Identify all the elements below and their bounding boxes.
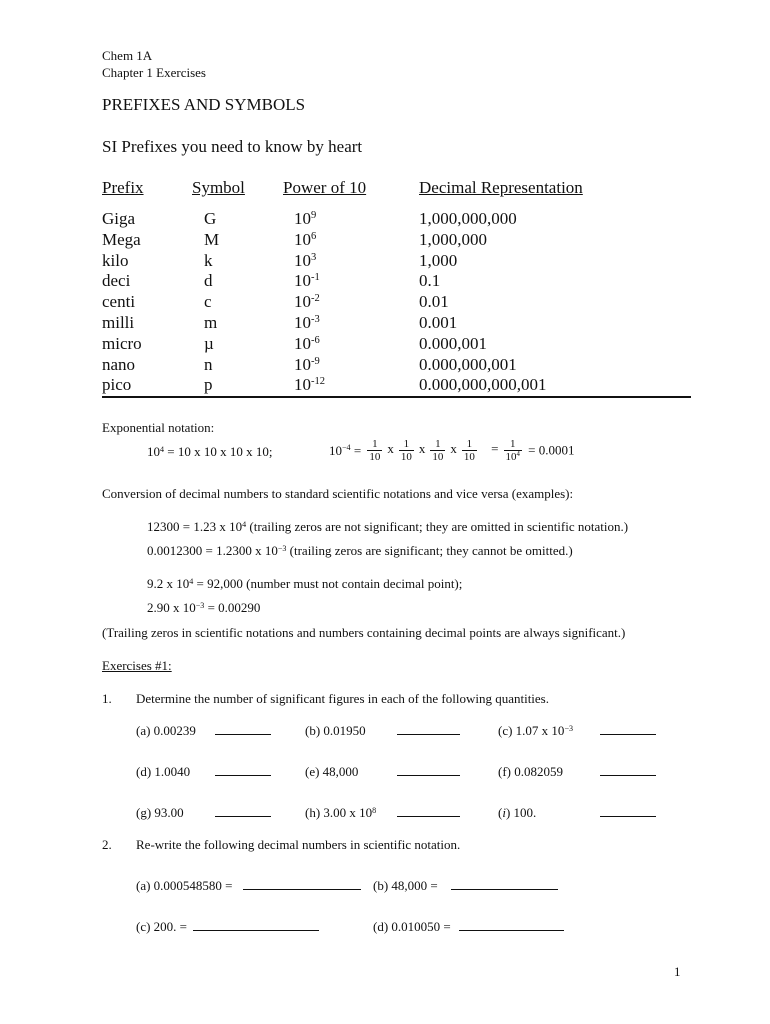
q1-item-b: (b) 0.01950 (305, 723, 366, 738)
q1-item-d: (d) 1.0040 (136, 764, 191, 779)
conversion-example-4: 2.90 x $10^{-3} = 0.00290$ (147, 600, 261, 615)
chapter-name: Chapter 1 Exercises (102, 65, 206, 80)
table-bottom-rule (102, 396, 691, 398)
q1-answer-blank-f[interactable] (600, 765, 656, 776)
table-cell-symbol: m (204, 313, 218, 332)
table-cell-symbol: n (204, 355, 213, 374)
q1-item-h: (h) 3.00 x $10^8$ (305, 805, 377, 820)
q2-answer-blank-c[interactable] (193, 920, 319, 931)
table-cell-prefix: Giga (102, 209, 136, 228)
section-title: PREFIXES AND SYMBOLS (102, 95, 306, 114)
fraction: $\frac{1}{10}$ (369, 438, 381, 463)
q1-item-a: (a) 0.00239 (136, 723, 196, 738)
q2-answer-blank-d[interactable] (459, 920, 564, 931)
table-cell-prefix: pico (102, 375, 132, 394)
q1-item-c: (c) 1.07 x $10^{-3}$ (498, 723, 573, 738)
q1-item-f: (f) 0.082059 (498, 764, 563, 779)
page-number: 1 (674, 964, 681, 979)
exercises-heading: Exercises #1: (102, 658, 172, 673)
table-cell-prefix: nano (102, 355, 136, 374)
header-prefix: Prefix (102, 178, 144, 197)
table-cell-prefix: centi (102, 292, 136, 311)
table-cell-decimal: 0.001 (419, 313, 458, 332)
table-cell-decimal: 0.1 (419, 271, 441, 290)
table-cell-symbol: M (204, 230, 220, 249)
table-cell-decimal: 0.000,001 (419, 334, 487, 353)
table-cell-symbol: µ (204, 334, 214, 353)
exponential-example-2: $10^{-4}$ = $\frac{1}{10}$ x $\frac{1}{10}$ x $\frac{1}{10}$ x $\frac{1}{10}$ = $\frac{1}{10^4}$ = 0.0001 (329, 438, 575, 463)
table-cell-decimal: 0.000,000,001 (419, 355, 517, 374)
table-cell-power: $10^{-12}$ (294, 375, 326, 394)
q1-answer-blank-a[interactable] (215, 724, 271, 735)
table-cell-power: $10^{-1}$ (294, 271, 320, 290)
table-cell-decimal: 0.000,000,000,001 (419, 375, 547, 394)
conversion-example-2: 0.0012300 = 1.2300 x $10^{-3}$ (trailing zeros are significant; they cannot be omitted.) (147, 543, 573, 558)
fraction: $\frac{1}{10}$ (432, 438, 444, 463)
q2-item-b: (b) 48,000 = (373, 878, 438, 893)
table-cell-power: $10^3$ (294, 251, 317, 270)
fraction: $\frac{1}{10}$ (463, 438, 475, 463)
exponential-heading: Exponential notation: (102, 420, 215, 435)
table-cell-prefix: kilo (102, 251, 129, 270)
q2-answer-blank-b[interactable] (451, 879, 558, 890)
table-cell-decimal: 1,000 (419, 251, 458, 270)
table-cell-prefix: micro (102, 334, 142, 353)
q2-item-c: (c) 200. = (136, 919, 188, 934)
table-cell-power: $10^{-2}$ (294, 292, 320, 311)
subtitle: SI Prefixes you need to know by heart (102, 137, 363, 156)
table-cell-symbol: c (204, 292, 212, 311)
question-1-number: 1. (102, 691, 112, 706)
conversion-example-3: 9.2 x $10^4 = 92,000$ (number must not contain decimal point); (147, 576, 463, 591)
table-cell-prefix: milli (102, 313, 135, 332)
table-cell-decimal: 0.01 (419, 292, 449, 311)
table-cell-symbol: k (204, 251, 213, 270)
q1-answer-blank-c[interactable] (600, 724, 656, 735)
q1-answer-blank-g[interactable] (215, 806, 271, 817)
table-cell-power: $10^{-9}$ (294, 355, 320, 374)
fraction: $\frac{1}{10^4}$ (505, 438, 520, 463)
table-cell-power: $10^9$ (294, 209, 317, 228)
question-2-text: Re-write the following decimal numbers in scientific notation. (136, 837, 461, 852)
q1-answer-blank-b[interactable] (397, 724, 460, 735)
q1-item-e: (e) 48,000 (305, 764, 359, 779)
table-cell-symbol: p (204, 375, 213, 394)
question-1-text: Determine the number of significant figures in each of the following quantities. (136, 691, 549, 706)
table-cell-prefix: deci (102, 271, 131, 290)
table-cell-power: $10^{-3}$ (294, 313, 320, 332)
question-2-number: 2. (102, 837, 112, 852)
exponential-example-1: $10^4 = 10$ x 10 x 10 x 10; (147, 444, 273, 459)
q2-answer-blank-a[interactable] (243, 879, 361, 890)
q1-answer-blank-h[interactable] (397, 806, 460, 817)
table-cell-power: $10^6$ (294, 230, 317, 249)
q2-item-d: (d) 0.010050 = (373, 919, 451, 934)
header-symbol: Symbol (192, 178, 245, 197)
course-name: Chem 1A (102, 48, 153, 63)
significance-note: (Trailing zeros in scientific notations and numbers containing decimal points are always significant.) (102, 625, 626, 640)
table-cell-power: $10^{-6}$ (294, 334, 320, 353)
q1-answer-blank-e[interactable] (397, 765, 460, 776)
conversion-example-1: 12300 = 1.23 x $10^4$ (trailing zeros are not significant; they are omitted in scientific notation.) (147, 519, 629, 534)
header-decimal: Decimal Representation (419, 178, 583, 197)
q1-answer-blank-d[interactable] (215, 765, 271, 776)
table-cell-symbol: d (204, 271, 213, 290)
fraction: $\frac{1}{10}$ (400, 438, 412, 463)
q1-item-i: (i) 100. (498, 805, 537, 820)
conversion-heading: Conversion of decimal numbers to standard scientific notations and vice versa (examples): (102, 486, 574, 501)
table-cell-prefix: Mega (102, 230, 141, 249)
table-cell-symbol: G (204, 209, 217, 228)
q1-answer-blank-i[interactable] (600, 806, 656, 817)
q2-item-a: (a) 0.000548580 = (136, 878, 233, 893)
table-cell-decimal: 1,000,000 (419, 230, 487, 249)
q1-item-g: (g) 93.00 (136, 805, 184, 820)
table-cell-decimal: 1,000,000,000 (419, 209, 517, 228)
header-power: Power of 10 (283, 178, 367, 197)
